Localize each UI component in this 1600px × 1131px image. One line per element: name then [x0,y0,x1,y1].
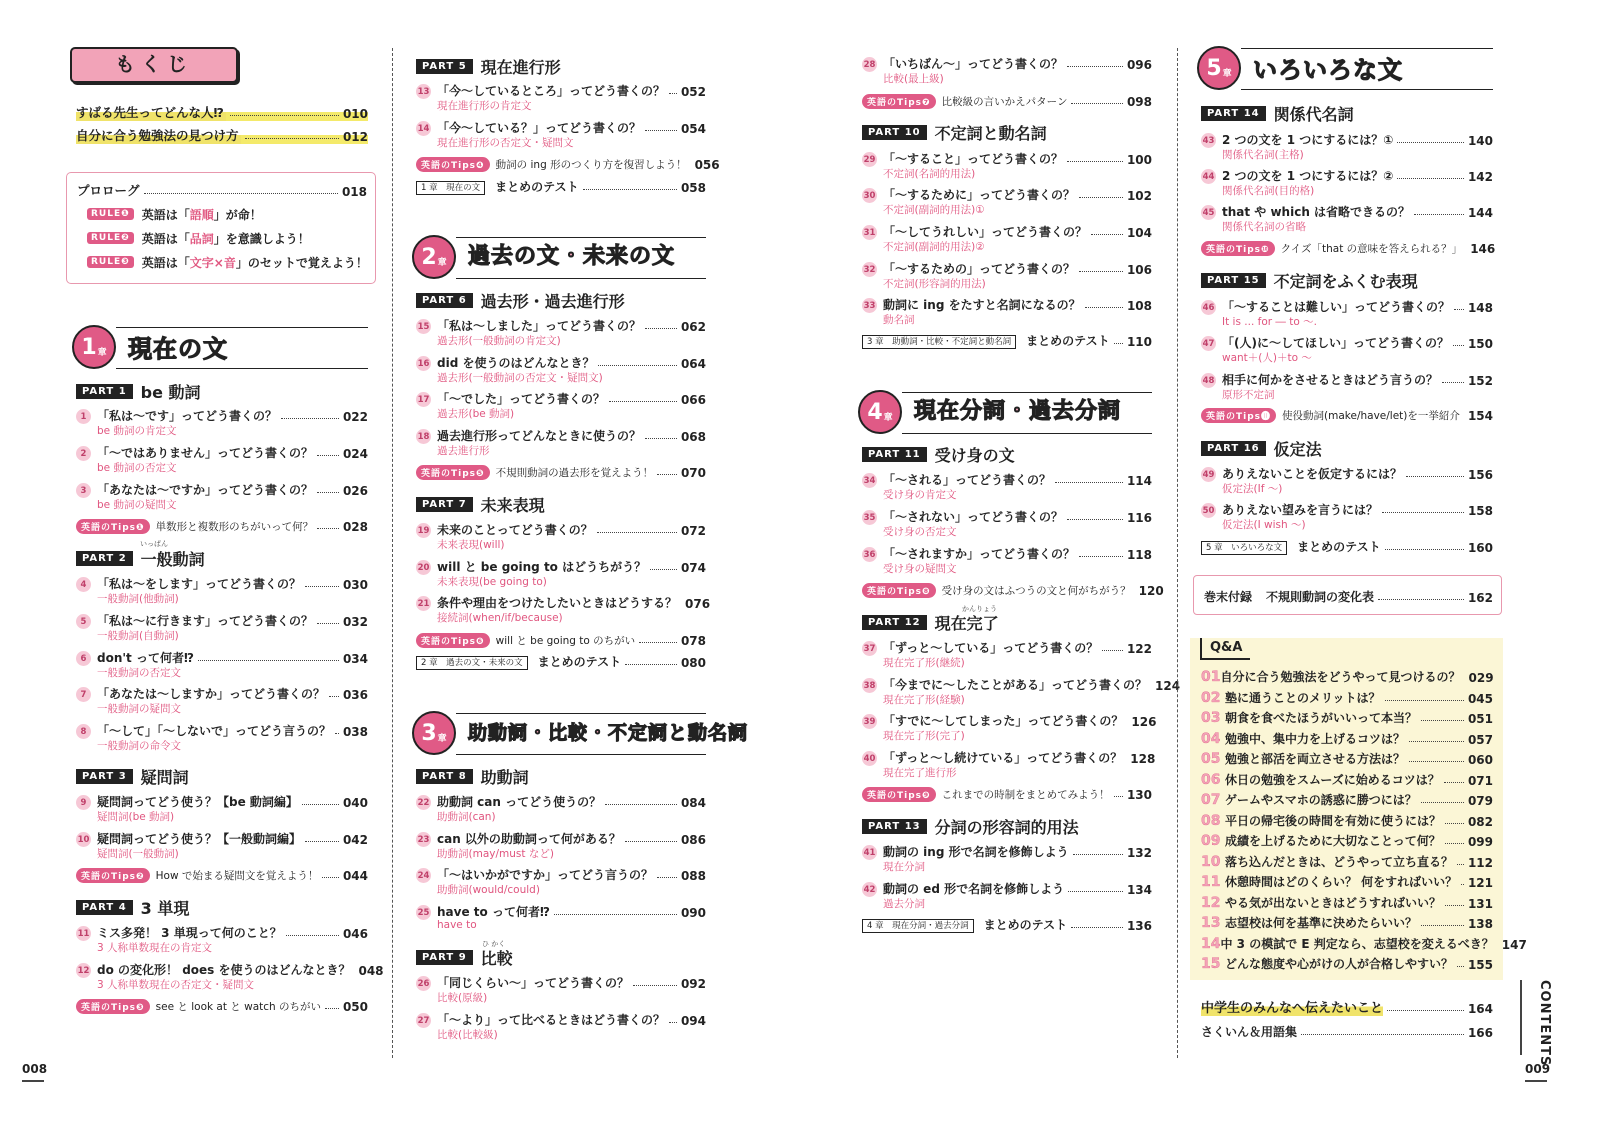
qa-page: 071 [1467,773,1493,788]
toc-item[interactable]: 20 will と be going to はどうちがう？ 074 未来表現(be going to) [417,560,706,588]
qa-item[interactable] [1201,954,1493,972]
qa-question: 成績を上げるために大切なことって何？ [1225,834,1441,848]
toc-item[interactable]: 26 「同じくらい〜」ってどう書くの？ 092 比較(原級) [417,976,706,1004]
chapter-number-icon: 1 章 [72,325,116,369]
qa-label: Q&A [1200,638,1250,660]
toc-item[interactable]: 16 did を使うのはどんなとき？ 064 過去形(一般動詞の否定文・疑問文) [417,356,706,384]
qa-page: 079 [1467,794,1493,808]
qa-page: 131 [1467,896,1493,911]
intro-item[interactable]: すばる先生ってどんな人⁉ 010 [76,101,368,121]
tips-item[interactable]: 英語のTips⓫ 使役動詞(make/have/let)を一挙紹介 154 [1201,405,1493,423]
rule-item: RULE❸ 英語は「 文字×音 」のセットで覚えよう！ [87,253,368,271]
toc-item[interactable]: 15 「私は〜しました」ってどう書くの？ 062 過去形(一般動詞の肯定文) [417,319,706,347]
toc-item[interactable]: 28 「いちばん〜」ってどう書くの？ 096 比較(最上級) [863,57,1152,85]
chapter-test-item[interactable]: 5 章 いろいろな文 まとめのテスト 160 [1201,537,1493,555]
qa-number: 15 [1201,956,1221,972]
chapter-4-header[interactable] [858,390,1152,436]
tips-item[interactable]: 英語のTips❺ 不規則動詞の過去形を覚えよう！ 070 [416,462,706,480]
toc-item[interactable]: 18 過去進行形ってどんなときに使うの？ 068 過去進行形 [417,429,706,457]
toc-item[interactable]: 31 「〜してうれしい」ってどう書くの？ 104 不定詞(副詞的用法)② [863,225,1152,253]
toc-item[interactable]: 22 助動詞 can ってどう使うの？ 084 助動詞(can) [417,795,706,823]
qa-item[interactable] [1201,893,1493,911]
intro-item[interactable]: 自分に合う勉強法の見つけ方 012 [76,124,368,144]
qa-number: 13 [1201,915,1221,931]
qa-question: 勉強中、集中力を上げるコツは？ [1225,731,1406,746]
toc-item[interactable]: 17 「〜でした」ってどう書くの？ 066 過去形(be 動詞) [417,392,706,420]
toc-item[interactable]: 12 do の変化形！ does を使うのはどんなとき？ 048 3 人称単数現在の否定文・疑問文 [77,963,384,991]
chapter-title: いろいろな文 [1253,56,1403,84]
qa-item[interactable] [1201,688,1493,706]
qa-item[interactable] [1201,729,1493,747]
ruby-text: ひ かく [482,940,506,948]
side-rule [1520,980,1522,1055]
part-header[interactable]: PART 5 現在進行形 [416,55,561,77]
qa-question: やる気が出ないときはどうすればいい？ [1225,895,1442,910]
chapter-test-item[interactable]: 1 章 現在の文 まとめのテスト 058 [416,177,706,195]
part-header[interactable]: PART 1 be 動詞 [76,380,201,402]
qa-number: 03 [1201,710,1221,726]
toc-item[interactable]: 44 2 つの文を 1 つにするには？② 142 関係代名詞(目的格) [1202,169,1493,197]
toc-item[interactable]: 1 「私は〜です」ってどう書くの？ 022 be 動詞の肯定文 [76,406,368,438]
chapter-test-item[interactable]: 3 章 助動詞・比較・不定詞と動名詞 まとめのテスト 110 [862,331,1152,349]
toc-item[interactable]: 36 「〜されますか」ってどう書くの？ 118 受け身の疑問文 [863,547,1152,575]
toc-item[interactable]: 48 相手に何かをさせるときはどう言うの？ 152 原形不定詞 [1202,373,1493,401]
column-divider [1177,48,1178,1058]
qa-number: 10 [1201,853,1221,870]
qa-question: 平日の帰宅後の時間を有効に使うには？ [1225,813,1442,828]
qa-page: 138 [1467,917,1493,931]
tips-item[interactable]: 英語のTips❶ 単数形と複数形のちがいって何？ 028 [76,516,368,534]
qa-item[interactable] [1201,708,1493,726]
qa-number: 08 [1201,812,1221,829]
qa-question: どんな態度や心がけの人が合格しやすい？ [1225,957,1454,971]
qa-item[interactable] [1201,749,1493,767]
qa-number: 14 [1201,935,1221,952]
prologue-box [66,172,376,284]
qa-page: 029 [1468,671,1494,685]
tips-item[interactable]: 英語のTips❹ 動詞の ing 形のつくり方を復習しよう！ 056 [416,154,706,172]
qa-number: 12 [1201,894,1221,911]
chapter-3-header[interactable] [412,711,749,757]
qa-item[interactable] [1201,770,1493,788]
rule-item: RULE❷ 英語は「 品詞 」を意識しよう！ [87,229,310,247]
toc-item[interactable]: 2 「〜ではありません」ってどう書くの？ 024 be 動詞の否定文 [76,443,368,475]
qa-page: 112 [1467,855,1493,870]
toc-item[interactable]: 34 「〜される」ってどう書くの？ 114 受け身の肯定文 [863,473,1152,501]
tips-item[interactable]: 英語のTips❿ クイズ「that の意味を答えられる？」 146 [1201,238,1493,256]
qa-question: 塾に通うことのメリットは？ [1225,690,1381,705]
toc-item[interactable]: 8 「〜して」「〜しないで」ってどう言うの？ 038 一般動詞の命令文 [76,721,368,753]
chapter-title: 助動詞・比較・不定詞と動名詞 [468,722,749,744]
chapter-2-header[interactable] [412,235,706,281]
toc-item[interactable]: 19 未来のことってどう書くの？ 072 未来表現(will) [417,523,706,551]
chapter-test-item[interactable]: 2 章 過去の文・未来の文 まとめのテスト 080 [416,652,706,670]
qa-question: 休憩時間はどのくらい？ 何をすればいい？ [1225,875,1458,889]
toc-item[interactable]: 4 「私は〜をします」ってどう書くの？ 030 一般動詞(他動詞) [76,574,368,606]
toc-item[interactable]: 27 「〜より」って比べるときはどう書くの？ 094 比較(比較級) [417,1013,706,1041]
qa-number: 06 [1201,771,1221,788]
qa-page: 099 [1467,835,1493,849]
part-header[interactable]: PART 4 3 単現 [76,896,189,918]
qa-question: 自分に合う勉強法をどうやって見つけるの？ [1220,670,1461,684]
ruby-text: いっぱん [140,540,168,548]
part-header[interactable]: PART 9 比較 [416,946,513,968]
qa-number: 11 [1201,874,1221,890]
page-number-rule [1525,1080,1547,1082]
page-title: もくじ [70,47,238,83]
qa-page: 057 [1467,732,1493,747]
toc-item[interactable]: 32 「〜するための」ってどう書くの？ 106 不定詞(形容詞的用法) [863,262,1152,290]
qa-item[interactable] [1201,934,1527,952]
chapter-number-icon: 5 章 [1197,46,1241,90]
qa-number: 07 [1201,792,1221,808]
ruby-text: かんりょう [962,605,997,613]
tips-item[interactable]: 英語のTips❻ will と be going to のちがい 078 [416,630,706,648]
qa-item[interactable] [1201,913,1493,931]
part-header[interactable]: PART 8 助動詞 [416,765,529,787]
toc-item[interactable]: 14 「今〜している？」ってどう書くの？ 054 現在進行形の否定文・疑問文 [417,121,706,149]
qa-item[interactable] [1201,852,1493,870]
toc-item[interactable]: 7 「あなたは〜しますか」ってどう書くの？ 036 一般動詞の疑問文 [76,684,368,716]
chapter-number-icon: 3 章 [412,711,456,755]
toc-item[interactable]: 24 「〜はいかがですか」ってどう言うの？ 088 助動詞(would/could) [417,868,706,896]
toc-item[interactable]: 9 疑問詞ってどう使う？【be 動詞編】 040 疑問詞(be 動詞) [76,792,368,824]
toc-item[interactable]: 49 ありえないことを仮定するには？ 156 仮定法(If 〜) [1202,467,1493,495]
qa-item[interactable] [1201,831,1493,849]
part-header[interactable]: PART 3 疑問詞 [76,765,189,787]
toc-item[interactable]: 6 don't って何者⁉ 034 一般動詞の否定文 [76,648,368,680]
qa-question: 朝食を食べたほうがいいって本当？ [1225,711,1418,725]
page-number-right: 009 [1525,1062,1551,1076]
toc-item[interactable]: 47 「(人)に〜してほしい」ってどう書くの？ 150 want＋(人)＋to 〜 [1202,336,1493,364]
chapter-number-icon: 4 章 [858,390,902,434]
outro-item[interactable]: 中学生のみんなへ伝えたいこと 164 [1201,996,1493,1016]
qa-page: 051 [1467,712,1493,726]
qa-page: 147 [1501,937,1527,952]
qa-item[interactable] [1201,872,1493,890]
chapter-5-header[interactable] [1197,46,1493,92]
part-header[interactable]: PART 6 過去形・過去進行形 [416,289,625,311]
part-header[interactable]: PART 12 現在完了 [862,611,999,633]
qa-page: 082 [1467,814,1493,829]
part-header[interactable]: PART 11 受け身の文 [862,443,1015,465]
tips-item[interactable]: 英語のTips❸ see と look at と watch のちがい 050 [76,996,368,1014]
chapter-title: 現在分詞・過去分詞 [914,399,1122,424]
toc-item[interactable]: 38 「今までに〜したことがある」ってどう書くの？ 124 現在完了形(経験) [863,678,1181,706]
tips-item[interactable]: 英語のTips❽ 受け身の文はふつうの文と何がちがう？ 120 [862,580,1152,598]
chapter-1-header[interactable] [72,325,368,371]
appendix-item[interactable]: 巻末付録 不規則動詞の変化表 162 [1204,590,1493,605]
toc-item[interactable]: 43 2 つの文を 1 つにするには？① 140 関係代名詞(主格) [1202,133,1493,161]
toc-item[interactable]: 45 that や which は省略できるの？ 144 関係代名詞の省略 [1202,205,1493,233]
part-header[interactable]: PART 15 不定詞をふくむ表現 [1201,269,1418,291]
toc-item[interactable]: 5 「私は〜に行きます」ってどう書くの？ 032 一般動詞(自動詞) [76,611,368,643]
qa-number: 04 [1201,730,1221,747]
rule-item: RULE❶ 英語は「 語順 」が命！ [87,205,262,223]
chapter-title: 現在の文 [128,335,228,363]
tips-item[interactable]: 英語のTips❼ 比較級の言いかえパターン 098 [862,91,1152,109]
chapter-test-item[interactable]: 4 章 現在分詞・過去分詞 まとめのテスト 136 [862,915,1152,933]
qa-item[interactable] [1201,667,1493,685]
toc-item[interactable]: 39 「すでに〜してしまった」ってどう書くの？ 126 現在完了形(完了) [863,714,1157,742]
part-header[interactable]: PART 10 不定詞と動名詞 [862,121,1047,143]
tips-item[interactable]: 英語のTips❷ How で始まる疑問文を覚えよう！ 044 [76,865,368,883]
qa-question: 落ち込んだときは、どうやって立ち直る？ [1225,854,1454,869]
toc-item[interactable]: 29 「〜すること」ってどう書くの？ 100 不定詞(名詞的用法) [863,152,1152,180]
tips-item[interactable]: 英語のTips❾ これまでの時制をまとめてみよう！ 130 [862,784,1152,802]
toc-item[interactable]: 10 疑問詞ってどう使う？【一般動詞編】 042 疑問詞(一般動詞) [77,832,368,860]
toc-item[interactable]: 21 条件や理由をつけたしたいときはどうする？ 076 接続詞(when/if/because) [417,596,711,624]
toc-item[interactable]: 46 「〜することは難しい」ってどう書くの？ 148 It is ... for ― to 〜. [1202,300,1493,328]
toc-item[interactable]: 3 「あなたは〜ですか」ってどう書くの？ 026 be 動詞の疑問文 [76,480,368,512]
part-header[interactable]: PART 7 未来表現 [416,493,545,515]
part-header[interactable]: PART 16 仮定法 [1201,437,1322,459]
outro-item[interactable]: さくいん＆用語集 166 [1201,1025,1493,1040]
qa-question: 勉強と部活を両立させる方法は？ [1225,752,1406,766]
part-header[interactable]: PART 2 一般動詞 [76,547,205,569]
qa-number: 01 [1201,669,1221,685]
qa-page: 121 [1467,876,1493,890]
qa-question: 休日の勉強をスムーズに始めるコツは？ [1225,772,1440,787]
toc-item[interactable]: 41 動詞の ing 形で名詞を修飾しよう 132 現在分詞 [863,845,1152,873]
qa-number: 02 [1201,689,1221,706]
chapter-title: 過去の文・未来の文 [468,244,676,269]
contents-label: CONTENTS [1537,980,1552,1067]
part-header[interactable]: PART 14 関係代名詞 [1201,102,1354,124]
appendix-box[interactable] [1193,575,1502,615]
qa-item[interactable] [1201,811,1493,829]
prologue-item[interactable]: プロローグ 018 [77,183,367,199]
qa-question: 中 3 の模試で E 判定なら、志望校を変えるべき？ [1220,936,1494,951]
qa-question: ゲームやスマホの誘惑に勝つには？ [1225,793,1417,807]
qa-item[interactable] [1201,790,1493,808]
toc-item[interactable]: 37 「ずっと〜している」ってどう書くの？ 122 現在完了形(継続) [863,641,1152,669]
qa-number: 09 [1201,833,1221,849]
toc-item[interactable]: 25 have to って何者⁉ 090 have to [417,905,706,931]
qa-number: 05 [1201,751,1221,767]
page-number-rule [22,1080,44,1082]
qa-page: 045 [1467,691,1493,706]
qa-question: 志望校は何を基準に決めたらいい？ [1225,916,1418,930]
toc-item[interactable]: 40 「ずっと〜し続けている」ってどう書くの？ 128 現在完了進行形 [863,751,1156,779]
toc-item[interactable]: 33 動詞に ing をたすと名詞になるの？ 108 動名詞 [863,298,1152,326]
toc-item[interactable]: 23 can 以外の助動詞って何がある？ 086 助動詞(may/must など) [417,832,706,860]
chapter-number-icon: 2 章 [412,235,456,279]
toc-item[interactable]: 13 「今〜しているところ」ってどう書くの？ 052 現在進行形の肯定文 [417,84,706,112]
qa-page: 155 [1467,958,1493,972]
part-header[interactable]: PART 13 分詞の形容詞的用法 [862,815,1079,837]
toc-item[interactable]: 35 「〜されない」ってどう書くの？ 116 受け身の否定文 [863,510,1152,538]
toc-item[interactable]: 42 動詞の ed 形で名詞を修飾しよう 134 過去分詞 [863,882,1152,910]
toc-item[interactable]: 50 ありえない望みを言うには？ 158 仮定法(I wish 〜) [1202,503,1493,531]
toc-item[interactable]: 30 「〜するために」ってどう書くの？ 102 不定詞(副詞的用法)① [863,188,1152,216]
column-divider [392,48,393,1058]
qa-page: 060 [1467,753,1493,767]
toc-item[interactable]: 11 ミス多発！ 3 単現って何のこと？ 046 3 人称単数現在の肯定文 [77,926,368,954]
page-number-left: 008 [22,1062,48,1076]
